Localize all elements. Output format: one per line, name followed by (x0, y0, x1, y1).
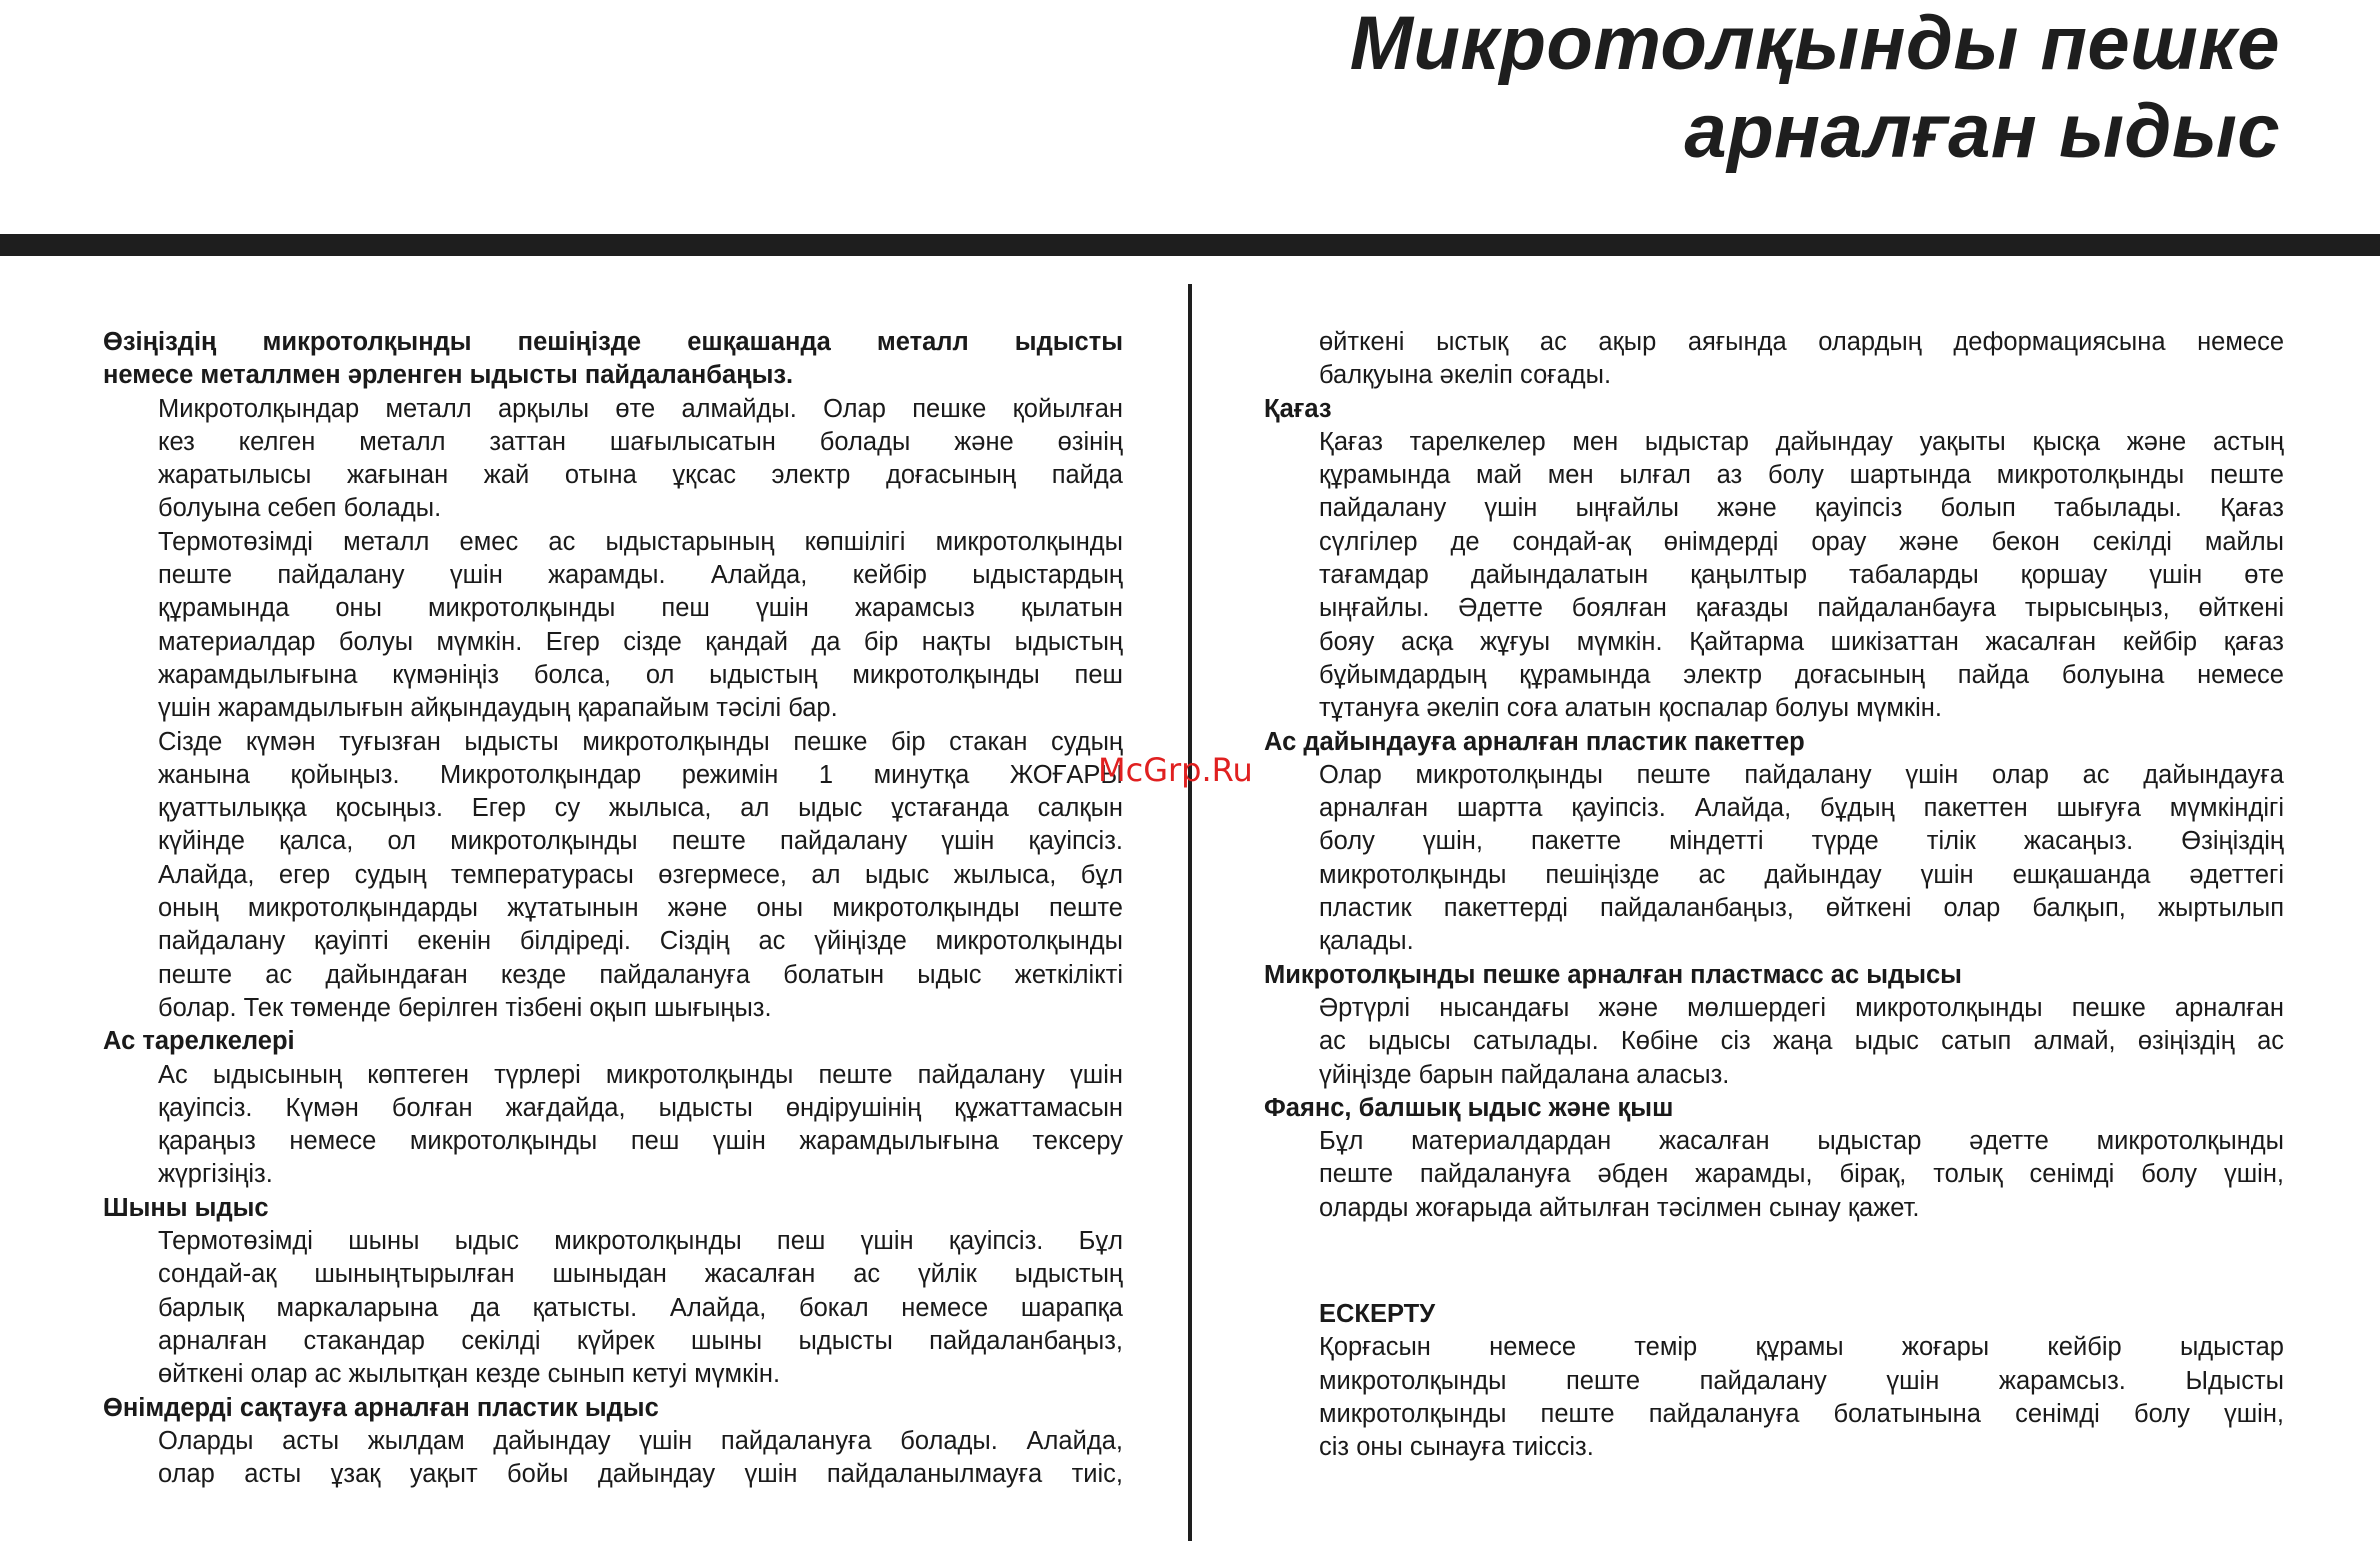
text-line: қауіпсіз. Күмән болған жағдайда, ыдысты өндірушінің құжаттамасын (158, 1093, 1123, 1122)
text-line: жаратылысы жағынан жай отына ұқсас электр доғасының пайда (158, 461, 1123, 490)
text-line: үйіңізде барын пайдалана аласыз. (1319, 1060, 1730, 1089)
text-line: бұйымдардың құрамында электр доғасының пайда болуына немесе (1319, 660, 2284, 689)
text-line: пеште пайдалану үшін жарамды. Алайда, кейбір ыдыстардың (158, 561, 1123, 590)
text-line: материалдар болуы мүмкін. Егер сізде қандай да бір нақты ыдыстың (158, 627, 1123, 656)
text-line: тұтануға әкеліп соға алатын қоспалар болуы мүмкін. (1319, 694, 1942, 723)
section-heading: Микротолқынды пешке арналған пластмасс ас ыдысы (1264, 960, 1962, 989)
text-line: Ас ыдысының көптеген түрлері микротолқынды пеште пайдалану үшін (158, 1060, 1123, 1089)
left-column (103, 326, 1123, 1491)
text-line: сүлгілер де сондай-ақ өнімдерді орау және бекон секілді майлы (1319, 527, 2284, 556)
note-body (1264, 1331, 2284, 1464)
page-title-line-1: Микротолқынды пешке (1349, 1, 2280, 86)
text-line: ыңғайлы. Әдетте боялған қағазды пайдаланбауға тырысыңыз, өйткені (1319, 594, 2284, 623)
section-heading: немесе металлмен әрленген ыдысты пайдаланбаңыз. (103, 361, 794, 390)
watermark: McGrp.Ru (1098, 751, 1253, 789)
text-line: сондай-ақ шыныңтырылған шыныдан жасалған ас үйлік ыдыстың (158, 1260, 1123, 1289)
text-line: Термотөзімді шыны ыдыс микротолқынды пеш үшін қауіпсіз. Бұл (158, 1227, 1123, 1256)
section-heading: Өзіңіздің микротолқынды пешіңізде ешқашанда металл ыдысты (103, 328, 1123, 356)
section-heading: Шыны ыдыс (103, 1193, 269, 1222)
text-line: Әртүрлі нысандағы және мөлшердегі микротолқынды пешке арналған (1319, 993, 2284, 1022)
text-line: жарамдылығына күмәніңіз болса, ол ыдыстың микротолқынды пеш (158, 660, 1123, 689)
text-line: микротолқынды пешіңізде ас дайындау үшін ешқашанда әдеттегі (1319, 860, 2284, 889)
text-line: бояу асқа жұғуы мүмкін. Қайтарма шикізаттан жасалған кейбір қағаз (1319, 627, 2284, 656)
column-divider (1188, 284, 1192, 1541)
note-heading: ЕСКЕРТУ (1319, 1300, 1436, 1329)
text-line: ас ыдысы сатылады. Көбіне сіз жаңа ыдыс сатып алмай, өзіңіздің ас (1319, 1027, 2284, 1056)
text-line: өйткені олар ас жылытқан кезде сынып кетуі мүмкін. (158, 1360, 781, 1389)
text-line: қалады. (1319, 927, 1414, 956)
text-line: барлық маркаларына да қатысты. Алайда, бокал немесе шарапқа (158, 1293, 1123, 1322)
text-line: үшін жарамдылығын айқындаудың қарапайым тәсілі бар. (158, 694, 838, 723)
text-line: Қағаз тарелкелер мен ыдыстар дайындау уақыты қысқа және астың (1319, 427, 2284, 456)
text-line: Термотөзімді металл емес ас ыдыстарының көпшілігі микротолқынды (158, 527, 1123, 556)
text-line: құрамында май мен ылғал аз болу шартында микротолқынды пеште (1319, 461, 2284, 490)
text-line: микротолқынды пеште пайдалану үшін жарамсыз. Ыдысты (1319, 1366, 2284, 1395)
header-rule (0, 234, 2380, 256)
section-gap (1264, 1225, 2284, 1298)
text-line: сіз оны сынауға тиіссіз. (1319, 1433, 1594, 1462)
section-heading: Қағаз (1264, 394, 1332, 423)
text-line: жанына қойыңыз. Микротолқындар режимін 1 минутқа ЖОҒАРЫ (158, 760, 1123, 789)
page-title-line-2: арналған ыдыс (1684, 89, 2280, 174)
text-line: құрамында оны микротолқынды пеш үшін жарамсыз қылатын (158, 594, 1123, 623)
text-line: Сізде күмән туғызған ыдысты микротолқынды пешке бір стакан судың (158, 727, 1123, 756)
text-line: жүргізіңіз. (158, 1160, 273, 1189)
text-line: Оларды асты жылдам дайындау үшін пайдалануға болады. Алайда, (158, 1426, 1123, 1455)
text-line: пеште пайдалануға әбден жарамды, бірақ, толық сенімді болу үшін, (1319, 1160, 2284, 1189)
text-line: тағамдар дайындалатын қаңылтыр табаларды қоршау үшін өте (1319, 561, 2284, 590)
text-line: болу үшін, пакетте міндетті түрде тілік жасаңыз. Өзіңіздің (1319, 827, 2284, 856)
text-line: пеште ас дайындаған кезде пайдалануға болатын ыдыс жеткілікті (158, 960, 1123, 989)
section-heading: Өнімдерді сақтауға арналған пластик ыдыс (103, 1393, 659, 1422)
text-line: Бұл материалдардан жасалған ыдыстар әдетте микротолқынды (1319, 1127, 2284, 1156)
text-line: кез келген металл заттан шағылысатын болады және өзінің (158, 427, 1123, 456)
right-column (1264, 326, 2284, 1465)
text-line: пайдалану үшін ыңғайлы және қауіпсіз болып табылады. Қағаз (1319, 494, 2284, 523)
section-heading: Ас тарелкелері (103, 1027, 295, 1056)
text-line: пайдалану қауіпті екенін білдіреді. Сіздің ас үйіңізде микротолқынды (158, 927, 1123, 956)
text-line: арналған стакандар секілді күйрек шыны ыдысты пайдаланбаңыз, (158, 1326, 1123, 1355)
text-line: қуаттылыққа қосыңыз. Егер су жылыса, ал ыдыс ұстағанда салқын (158, 794, 1123, 823)
text-line: арналған шартта қауіпсіз. Алайда, бұдың пакеттен шығуға мүмкіндігі (1319, 794, 2284, 823)
text-line: өйткені ыстық ас ақыр аяғында олардың деформациясына немесе (1319, 328, 2284, 356)
right-column-body (1264, 326, 2284, 1225)
text-line: Микротолқындар металл арқылы өте алмайды. Олар пешке қойылған (158, 394, 1123, 423)
text-line: микротолқынды пеште пайдалануға болатынына сенімді болу үшін, (1319, 1399, 2284, 1428)
text-line: олар асты ұзақ уақыт бойы дайындау үшін пайдаланылмауға тиіс, (158, 1460, 1123, 1489)
text-line: балқуына әкеліп соғады. (1319, 361, 1612, 390)
text-line: күйінде қалса, ол микротолқынды пеште пайдалану үшін қауіпсіз. (158, 827, 1123, 856)
text-line: болуына себеп болады. (158, 494, 442, 523)
text-line: Қорғасын немесе темір құрамы жоғары кейбір ыдыстар (1319, 1333, 2284, 1362)
text-line: пластик пакеттерді пайдаланбаңыз, өйткені олар балқып, жыртылып (1319, 894, 2284, 923)
section-heading: Фаянс, балшық ыдыс және қыш (1264, 1093, 1674, 1122)
text-line: болар. Тек төменде берілген тізбені оқып шығыңыз. (158, 993, 772, 1022)
text-line: Алайда, егер судың температурасы өзгермесе, ал ыдыс жылыса, бұл (158, 860, 1123, 889)
page-title (1350, 0, 2280, 176)
text-line: Олар микротолқынды пеште пайдалану үшін олар ас дайындауға (1319, 760, 2284, 789)
text-line: оларды жоғарыда айтылған тәсілмен сынау қажет. (1319, 1193, 1920, 1222)
section-heading: Ас дайындауға арналған пластик пакеттер (1264, 727, 1805, 756)
text-line: қараңыз немесе микротолқынды пеш үшін жарамдылығына тексеру (158, 1127, 1123, 1156)
text-line: оның микротолқындарды жұтатынын және оны микротолқынды пеште (158, 894, 1123, 923)
